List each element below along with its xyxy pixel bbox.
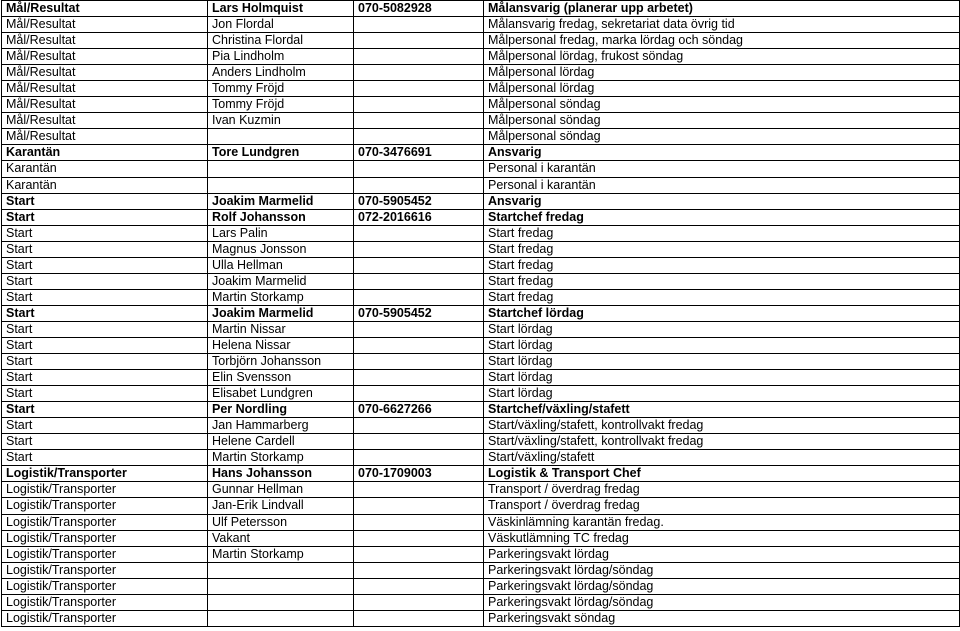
phone-cell xyxy=(354,97,484,113)
phone-cell xyxy=(354,434,484,450)
name-cell: Ulla Hellman xyxy=(208,257,354,273)
table-row xyxy=(2,289,960,305)
phone-cell xyxy=(354,113,484,129)
table-row xyxy=(2,482,960,498)
phone-cell xyxy=(354,514,484,530)
section-cell: Mål/Resultat xyxy=(2,81,208,97)
name-cell: Jon Flordal xyxy=(208,17,354,33)
table-row xyxy=(2,386,960,402)
table-row xyxy=(2,466,960,482)
role-cell: Ansvarig xyxy=(484,145,960,161)
phone-cell: 070-1709003 xyxy=(354,466,484,482)
name-cell: Martin Storkamp xyxy=(208,450,354,466)
role-cell: Målansvarig fredag, sekretariat data övrig tid xyxy=(484,17,960,33)
table-row xyxy=(2,241,960,257)
phone-cell xyxy=(354,546,484,562)
role-cell: Målpersonal lördag xyxy=(484,65,960,81)
table-row xyxy=(2,145,960,161)
section-cell: Start xyxy=(2,386,208,402)
section-cell: Mål/Resultat xyxy=(2,97,208,113)
role-cell: Logistik & Transport Chef xyxy=(484,466,960,482)
phone-cell: 070-5905452 xyxy=(354,193,484,209)
section-cell: Mål/Resultat xyxy=(2,129,208,145)
name-cell: Lars Palin xyxy=(208,225,354,241)
section-cell: Start xyxy=(2,241,208,257)
name-cell: Elin Svensson xyxy=(208,370,354,386)
phone-cell: 072-2016616 xyxy=(354,209,484,225)
table-row xyxy=(2,450,960,466)
section-cell: Mål/Resultat xyxy=(2,1,208,17)
section-cell: Mål/Resultat xyxy=(2,65,208,81)
name-cell: Martin Storkamp xyxy=(208,289,354,305)
role-cell: Ansvarig xyxy=(484,193,960,209)
name-cell xyxy=(208,594,354,610)
phone-cell xyxy=(354,81,484,97)
name-cell: Ulf Petersson xyxy=(208,514,354,530)
name-cell: Vakant xyxy=(208,530,354,546)
phone-cell xyxy=(354,594,484,610)
phone-cell xyxy=(354,177,484,193)
name-cell xyxy=(208,129,354,145)
table-row xyxy=(2,321,960,337)
role-cell: Start/växling/stafett, kontrollvakt fredag xyxy=(484,434,960,450)
phone-cell xyxy=(354,370,484,386)
role-cell: Start fredag xyxy=(484,257,960,273)
role-cell: Målpersonal lördag, frukost söndag xyxy=(484,49,960,65)
role-cell: Start lördag xyxy=(484,337,960,353)
name-cell: Helena Nissar xyxy=(208,337,354,353)
name-cell: Joakim Marmelid xyxy=(208,305,354,321)
section-cell: Karantän xyxy=(2,177,208,193)
table-row xyxy=(2,402,960,418)
phone-cell xyxy=(354,354,484,370)
phone-cell xyxy=(354,530,484,546)
section-cell: Mål/Resultat xyxy=(2,17,208,33)
phone-cell xyxy=(354,498,484,514)
roster-body xyxy=(2,1,960,627)
staff-roster-table xyxy=(1,0,960,627)
name-cell: Elisabet Lundgren xyxy=(208,386,354,402)
section-cell: Karantän xyxy=(2,145,208,161)
section-cell: Logistik/Transporter xyxy=(2,530,208,546)
section-cell: Logistik/Transporter xyxy=(2,578,208,594)
section-cell: Start xyxy=(2,225,208,241)
role-cell: Start fredag xyxy=(484,225,960,241)
name-cell: Helene Cardell xyxy=(208,434,354,450)
phone-cell xyxy=(354,337,484,353)
section-cell: Start xyxy=(2,273,208,289)
table-row xyxy=(2,33,960,49)
role-cell: Start fredag xyxy=(484,241,960,257)
name-cell: Ivan Kuzmin xyxy=(208,113,354,129)
name-cell: Torbjörn Johansson xyxy=(208,354,354,370)
phone-cell xyxy=(354,241,484,257)
table-row xyxy=(2,434,960,450)
table-row xyxy=(2,193,960,209)
role-cell: Väskutlämning TC fredag xyxy=(484,530,960,546)
role-cell: Personal i karantän xyxy=(484,161,960,177)
table-row xyxy=(2,418,960,434)
section-cell: Start xyxy=(2,337,208,353)
name-cell: Lars Holmquist xyxy=(208,1,354,17)
phone-cell xyxy=(354,321,484,337)
table-row xyxy=(2,610,960,626)
role-cell: Transport / överdrag fredag xyxy=(484,498,960,514)
table-row xyxy=(2,562,960,578)
section-cell: Start xyxy=(2,450,208,466)
phone-cell xyxy=(354,273,484,289)
section-cell: Start xyxy=(2,418,208,434)
name-cell xyxy=(208,610,354,626)
role-cell: Personal i karantän xyxy=(484,177,960,193)
phone-cell: 070-5905452 xyxy=(354,305,484,321)
table-row xyxy=(2,161,960,177)
name-cell: Tommy Fröjd xyxy=(208,97,354,113)
table-row xyxy=(2,225,960,241)
table-row xyxy=(2,498,960,514)
section-cell: Logistik/Transporter xyxy=(2,594,208,610)
section-cell: Logistik/Transporter xyxy=(2,514,208,530)
table-row xyxy=(2,209,960,225)
table-row xyxy=(2,1,960,17)
section-cell: Start xyxy=(2,354,208,370)
section-cell: Start xyxy=(2,209,208,225)
name-cell xyxy=(208,177,354,193)
phone-cell xyxy=(354,578,484,594)
phone-cell xyxy=(354,33,484,49)
role-cell: Målpersonal fredag, marka lördag och söndag xyxy=(484,33,960,49)
name-cell: Jan-Erik Lindvall xyxy=(208,498,354,514)
phone-cell xyxy=(354,289,484,305)
role-cell: Parkeringsvakt söndag xyxy=(484,610,960,626)
table-row xyxy=(2,49,960,65)
name-cell: Martin Storkamp xyxy=(208,546,354,562)
role-cell: Målpersonal lördag xyxy=(484,81,960,97)
table-row xyxy=(2,177,960,193)
table-row xyxy=(2,257,960,273)
table-row xyxy=(2,578,960,594)
name-cell: Tommy Fröjd xyxy=(208,81,354,97)
role-cell: Start fredag xyxy=(484,289,960,305)
section-cell: Start xyxy=(2,321,208,337)
role-cell: Transport / överdrag fredag xyxy=(484,482,960,498)
name-cell: Tore Lundgren xyxy=(208,145,354,161)
table-row xyxy=(2,305,960,321)
section-cell: Start xyxy=(2,402,208,418)
section-cell: Mål/Resultat xyxy=(2,49,208,65)
section-cell: Logistik/Transporter xyxy=(2,498,208,514)
role-cell: Start lördag xyxy=(484,386,960,402)
phone-cell xyxy=(354,65,484,81)
role-cell: Start lördag xyxy=(484,321,960,337)
section-cell: Logistik/Transporter xyxy=(2,546,208,562)
role-cell: Målansvarig (planerar upp arbetet) xyxy=(484,1,960,17)
phone-cell xyxy=(354,418,484,434)
role-cell: Målpersonal söndag xyxy=(484,129,960,145)
phone-cell xyxy=(354,257,484,273)
name-cell: Joakim Marmelid xyxy=(208,273,354,289)
phone-cell xyxy=(354,49,484,65)
role-cell: Parkeringsvakt lördag/söndag xyxy=(484,578,960,594)
name-cell: Christina Flordal xyxy=(208,33,354,49)
table-row xyxy=(2,273,960,289)
table-row xyxy=(2,370,960,386)
role-cell: Startchef lördag xyxy=(484,305,960,321)
phone-cell xyxy=(354,450,484,466)
name-cell xyxy=(208,161,354,177)
section-cell: Logistik/Transporter xyxy=(2,562,208,578)
table-row xyxy=(2,97,960,113)
phone-cell xyxy=(354,129,484,145)
name-cell xyxy=(208,578,354,594)
table-row xyxy=(2,129,960,145)
phone-cell: 070-5082928 xyxy=(354,1,484,17)
phone-cell xyxy=(354,386,484,402)
table-row xyxy=(2,65,960,81)
name-cell: Per Nordling xyxy=(208,402,354,418)
section-cell: Karantän xyxy=(2,161,208,177)
table-row xyxy=(2,546,960,562)
role-cell: Parkeringsvakt lördag xyxy=(484,546,960,562)
role-cell: Målpersonal söndag xyxy=(484,97,960,113)
section-cell: Start xyxy=(2,305,208,321)
table-row xyxy=(2,594,960,610)
phone-cell xyxy=(354,610,484,626)
role-cell: Målpersonal söndag xyxy=(484,113,960,129)
role-cell: Parkeringsvakt lördag/söndag xyxy=(484,562,960,578)
section-cell: Start xyxy=(2,370,208,386)
section-cell: Mål/Resultat xyxy=(2,33,208,49)
role-cell: Start fredag xyxy=(484,273,960,289)
section-cell: Logistik/Transporter xyxy=(2,482,208,498)
section-cell: Start xyxy=(2,257,208,273)
table-row xyxy=(2,514,960,530)
name-cell: Jan Hammarberg xyxy=(208,418,354,434)
name-cell xyxy=(208,562,354,578)
phone-cell xyxy=(354,225,484,241)
role-cell: Startchef fredag xyxy=(484,209,960,225)
role-cell: Parkeringsvakt lördag/söndag xyxy=(484,594,960,610)
section-cell: Start xyxy=(2,289,208,305)
table-row xyxy=(2,113,960,129)
role-cell: Start lördag xyxy=(484,370,960,386)
name-cell: Gunnar Hellman xyxy=(208,482,354,498)
table-row xyxy=(2,17,960,33)
phone-cell xyxy=(354,482,484,498)
table-row xyxy=(2,354,960,370)
role-cell: Väskinlämning karantän fredag. xyxy=(484,514,960,530)
name-cell: Rolf Johansson xyxy=(208,209,354,225)
section-cell: Start xyxy=(2,193,208,209)
section-cell: Start xyxy=(2,434,208,450)
section-cell: Logistik/Transporter xyxy=(2,610,208,626)
role-cell: Start/växling/stafett xyxy=(484,450,960,466)
role-cell: Start/växling/stafett, kontrollvakt fredag xyxy=(484,418,960,434)
name-cell: Pia Lindholm xyxy=(208,49,354,65)
section-cell: Logistik/Transporter xyxy=(2,466,208,482)
phone-cell: 070-3476691 xyxy=(354,145,484,161)
phone-cell: 070-6627266 xyxy=(354,402,484,418)
role-cell: Startchef/växling/stafett xyxy=(484,402,960,418)
name-cell: Magnus Jonsson xyxy=(208,241,354,257)
name-cell: Anders Lindholm xyxy=(208,65,354,81)
name-cell: Martin Nissar xyxy=(208,321,354,337)
name-cell: Hans Johansson xyxy=(208,466,354,482)
phone-cell xyxy=(354,17,484,33)
section-cell: Mål/Resultat xyxy=(2,113,208,129)
phone-cell xyxy=(354,161,484,177)
name-cell: Joakim Marmelid xyxy=(208,193,354,209)
table-row xyxy=(2,530,960,546)
role-cell: Start lördag xyxy=(484,354,960,370)
table-row xyxy=(2,337,960,353)
phone-cell xyxy=(354,562,484,578)
table-row xyxy=(2,81,960,97)
